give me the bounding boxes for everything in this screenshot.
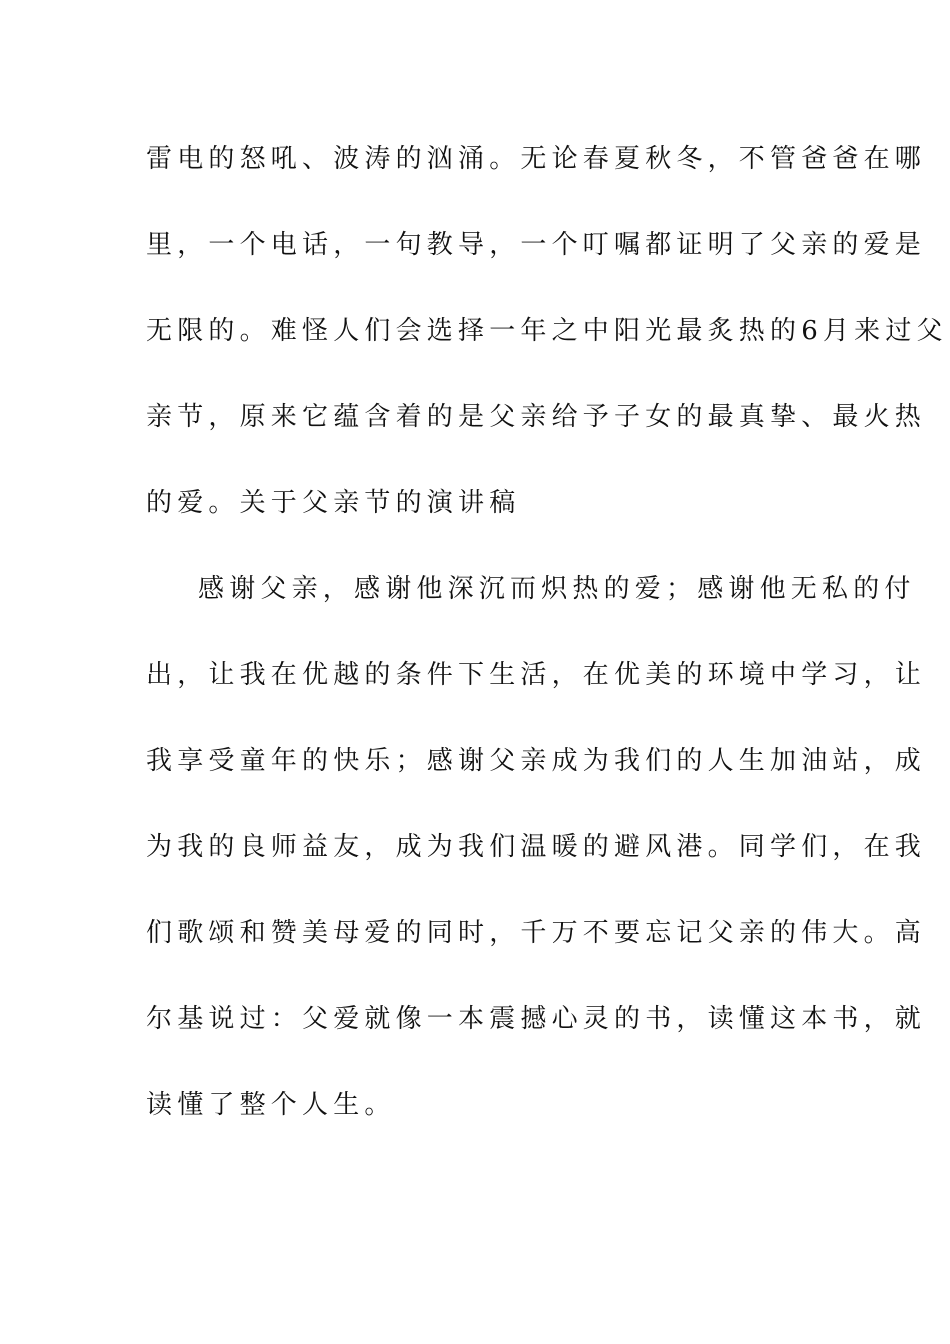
text-line: 读懂了整个人生。 [146,1090,396,1120]
text-line: 亲节，原来它蕴含着的是父亲给予子女的最真挚、最火热 [146,402,927,432]
text-line: 尔基说过：父爱就像一本震撼心灵的书，读懂这本书，就 [146,1004,927,1034]
text-line: 感谢父亲，感谢他深沉而炽热的爱；感谢他无私的付 [198,574,916,604]
text-line: 们歌颂和赞美母爱的同时，千万不要忘记父亲的伟大。高 [146,918,927,948]
text-line: 为我的良师益友，成为我们温暖的避风港。同学们，在我 [146,832,927,862]
text-line: 我享受童年的快乐；感谢父亲成为我们的人生加油站，成 [146,746,927,776]
text-line: 的爱。关于父亲节的演讲稿 [146,488,521,518]
text-line: 里，一个电话，一句教导，一个叮嘱都证明了父亲的爱是 [146,230,927,260]
text-line: 雷电的怒吼、波涛的汹涌。无论春夏秋冬，不管爸爸在哪 [146,144,927,174]
text-line: 出，让我在优越的条件下生活，在优美的环境中学习，让 [146,660,927,690]
text-line: 无限的。难怪人们会选择一年之中阳光最炙热的6月来过父 [146,316,948,346]
